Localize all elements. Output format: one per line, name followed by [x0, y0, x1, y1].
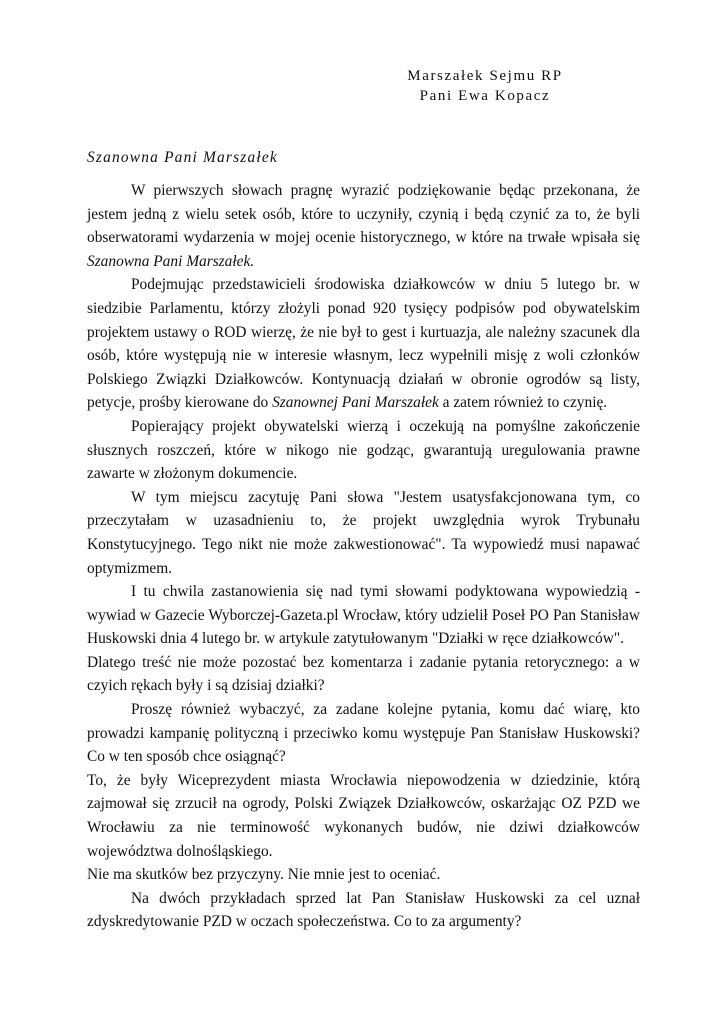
addressee-name: Pani Ewa Kopacz: [419, 88, 551, 104]
letter-body: [87, 179, 640, 934]
paragraph-3: Popierający projekt obywatelski wierzą i oczekują na pomyślne zakończenie słusznych roszczeń, które w nikogo nie godząc, gwarantują uregulowania prawne zawarte w złożonym dokumencie.: [87, 417, 640, 483]
paragraph-7: Proszę również wybaczyć, za zadane kolejne pytania, komu dać wiarę, kto prowadzi kampanię polityczną i przeciwko komu występuje Pan Stanisław Huskowski? Co w ten sposób chce osiągnąć?: [87, 701, 640, 766]
paragraph-4: W tym miejscu zacytuję Pani słowa "Jestem usatysfakcjonowana tym, co przeczytałam w uzasadnieniu to, że projekt uwzględnia wyrok Trybunału Konstytucyjnego. Tego nikt nie może zakwestionować". Ta wypowiedź musi napawać optymizmem.: [87, 488, 640, 577]
paragraph-2-emphasis: Szanownej Pani Marszałek: [272, 394, 439, 412]
salutation: Szanowna Pani Marszałek: [87, 149, 278, 166]
addressee-block: [400, 66, 570, 106]
paragraph-1: [87, 179, 640, 273]
paragraph-1-emphasis: Szanowna Pani Marszałek.: [87, 252, 255, 270]
paragraph-10: Na dwóch przykładach sprzed lat Pan Stanisław Huskowski za cel uznał zdyskredytowanie PZD w oczach społeczeństwa. Co to za argumenty?: [87, 889, 640, 931]
paragraph-5: I tu chwila zastanowienia się nad tymi słowami podyktowana wypowiedzią - wywiad w Gazecie Wyborczej-Gazeta.pl Wrocław, który udzielił Poseł PO Pan Stanisław Huskowski dnia 4 lutego br. w artykule zatytułowanym "Działki w ręce działkowców".: [87, 583, 640, 648]
paragraph-2: [87, 273, 640, 415]
paragraph-2-tail: a zatem również to czynię.: [438, 394, 608, 412]
paragraph-1-text: W pierwszych słowach pragnę wyrazić podziękowanie będąc przekonana, że jestem jedną z wielu setek osób, które to uczyniły, czynią i będą czynić za to, że byli obserwatorami wydarzenia w mojej ocenie historycznego, w które na trwałe wpisała się: [87, 182, 640, 247]
paragraph-2-text: Podejmując przedstawicieli środowiska działkowców w dniu 5 lutego br. w siedzibie Parlamentu, którzy złożyli ponad 920 tysięcy podpisów pod obywatelskim projektem ustawy o ROD wierzę, że nie był to gest i kurtuazja, ale należny szacunek dla osób, które występują nie w interesie własnym, lecz wypełnili misję z woli członków Polskiego Związki Działkowców. Kontynuacją działań w obronie ogrodów są listy, petycje, prośby kierowane do: [87, 276, 640, 412]
addressee-title: Marszałek Sejmu RP: [407, 68, 563, 84]
paragraph-6: Dlatego treść nie może pozostać bez komentarza i zadanie pytania retorycznego: a w czyich rękach były i są dzisiaj działki?: [87, 653, 640, 695]
paragraph-9: Nie ma skutków bez przyczyny. Nie mnie jest to oceniać.: [87, 866, 441, 884]
paragraph-8: To, że były Wiceprezydent miasta Wrocławia niepowodzenia w dziedzinie, którą zajmował się zrzucił na ogrody, Polski Związek Działkowców, oskarżając OZ PZD we Wrocławiu za nie terminowość wykonanych budów, nie dziwi działkowców województwa dolnośląskiego.: [87, 771, 640, 860]
